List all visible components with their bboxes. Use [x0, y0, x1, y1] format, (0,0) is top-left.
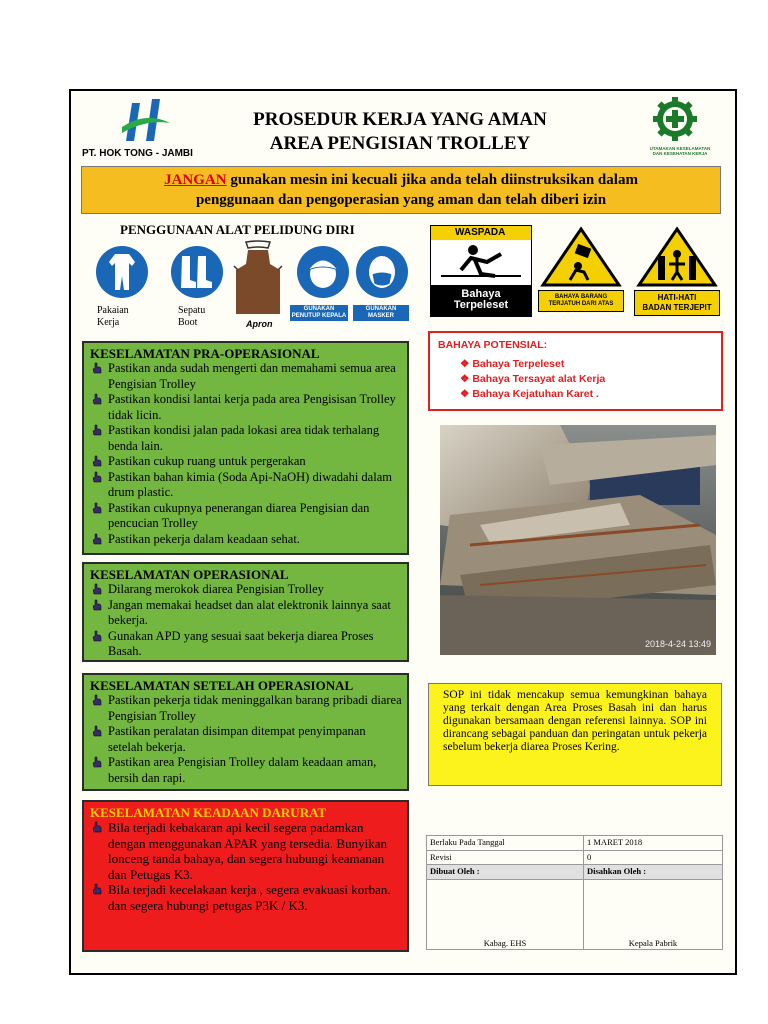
k3-gear-cross-icon [643, 94, 707, 144]
photo-timestamp: 2018-4-24 13:49 [645, 639, 712, 649]
warning-line2: penggunaan dan pengoperasian yang aman dan telah diberi izin [195, 192, 607, 208]
apd-label-mask: GUNAKAN MASKER [353, 305, 409, 321]
list-item: Pastikan bahan kimia (Soda Api-NaOH) diwadahi dalam drum plastic. [90, 470, 403, 501]
bullet-icon [92, 694, 102, 706]
potential-hazards-box [428, 331, 723, 411]
bullet-icon [92, 393, 102, 405]
apd-title: PENGGUNAAN ALAT PELIDUNG DIRI [120, 222, 355, 237]
coverall-icon [95, 244, 149, 300]
bullet-icon [92, 502, 102, 514]
list-item: Pastikan kondisi lantai kerja pada area Pengisisan Trolley tidak licin. [90, 392, 403, 423]
list-item: Dilarang merokok diarea Pengisian Trolley [90, 582, 403, 598]
bullet-icon [92, 599, 102, 611]
company-logo [118, 97, 174, 149]
pre-operational-list [90, 361, 403, 547]
revisi-value: 0 [584, 850, 723, 865]
list-item: Pastikan cukup ruang untuk pergerakan [90, 454, 403, 470]
post-operational-list [90, 693, 403, 786]
operational-box [82, 562, 409, 662]
list-item: Pastikan pekerja tidak meninggalkan barang pribadi diarea Pengisian Trolley [90, 693, 403, 724]
bullet-icon [92, 471, 102, 483]
bullet-icon [92, 883, 102, 895]
list-item: Jangan memakai headset dan alat elektronik lainnya saat bekerja. [90, 598, 403, 629]
page-title: PROSEDUR KERJA YANG AMAN AREA PENGISIAN TROLLEY [253, 109, 547, 154]
post-operational-box [82, 673, 409, 791]
apron-icon [230, 240, 286, 320]
bullet-icon [92, 533, 102, 545]
waspada-label: WASPADA [431, 226, 531, 240]
mask-icon [355, 244, 409, 300]
bullet-icon [92, 630, 102, 642]
slip-icon [431, 240, 531, 280]
approval-table [426, 835, 723, 950]
warning-prefix: JANGAN [164, 172, 227, 188]
machine-photo [440, 425, 716, 655]
list-item: Gunakan APD yang sesuai saat bekerja diarea Proses Basah. [90, 629, 403, 660]
list-item: Bila terjadi kecelakaan kerja , segera evakuasi korban. dan segera hubungi petugas P3K / K3. [90, 882, 403, 913]
post-operational-title: KESELAMATAN SETELAH OPERASIONAL [90, 678, 354, 693]
disahkan-label: Disahkan Oleh : [584, 865, 723, 880]
list-item: Pastikan peralatan disimpan ditempat penyimpanan setelah bekerja. [90, 724, 403, 755]
sop-note: SOP ini tidak mencakup semua kemungkinan bahaya yang terkait dengan Area Proses Basah ini dan harus digunakan bersamaan dengan referensi lainnya. SOP ini dirancang sebagai panduan dan peringatan untuk pekerja sebelum bekerja diarea Proses Kering. [428, 683, 722, 786]
operational-list [90, 582, 403, 660]
falling-object-icon [540, 226, 622, 288]
pinch-hazard-icon [636, 226, 718, 288]
list-item: Pastikan cukupnya penerangan diarea Pengisian dan pencucian Trolley [90, 501, 403, 532]
bullet-icon [92, 583, 102, 595]
slip-caption: Bahaya Terpeleset [431, 285, 531, 317]
boot-icon [170, 244, 224, 300]
pre-operational-box [82, 341, 409, 555]
potential-hazards-title: BAHAYA POTENSIAL: [438, 339, 548, 351]
list-item: Bila terjadi kebakaran api kecil segera padamkan dengan menggunakan APAR yang tersedia. Bunyikan lonceng tanda bahaya, dan segera hubungi keamanan dan Petugas K3. [90, 820, 403, 882]
revisi-label: Revisi [427, 850, 584, 865]
disahkan-name: Kepala Pabrik [584, 879, 723, 949]
bullet-icon [92, 756, 102, 768]
warning-banner [81, 166, 721, 214]
list-item: Pastikan pekerja dalam keadaan sehat. [90, 532, 403, 548]
apd-label-boot: Sepatu Boot [178, 305, 206, 328]
dibuat-name: Kabag. EHS [427, 879, 584, 949]
potential-hazard-item: ❖ Bahaya Terpeleset [460, 358, 565, 370]
apd-label-coverall: Pakaian Kerja [97, 305, 129, 328]
berlaku-value: 1 MARET 2018 [584, 836, 723, 851]
k3-label: UTAMAKAN KESELAMATAN DAN KESEHATAN KERJA [649, 146, 711, 156]
company-name: PT. HOK TONG - JAMBI [82, 148, 193, 159]
slip-warning-sign [430, 225, 532, 317]
emergency-box [82, 800, 409, 952]
apd-label-head-cover: GUNAKAN PENUTUP KEPALA [291, 306, 347, 319]
pre-operational-title: KESELAMATAN PRA-OPERASIONAL [90, 346, 320, 361]
bullet-icon [92, 362, 102, 374]
bullet-icon [92, 821, 102, 833]
bullet-icon [92, 424, 102, 436]
head-cover-icon [296, 244, 350, 300]
emergency-list [90, 820, 403, 913]
warning-line1: gunakan mesin ini kecuali jika anda telah diinstruksikan dalam [226, 172, 638, 188]
apd-label-apron: Apron [246, 319, 273, 329]
falling-object-caption: BAHAYA BARANG TERJATUH DARI ATAS [538, 290, 624, 312]
list-item: Pastikan anda sudah mengerti dan memahami semua area Pengisian Trolley [90, 361, 403, 392]
emergency-title: KESELAMATAN KEADAAN DARURAT [90, 805, 327, 820]
bullet-icon [92, 455, 102, 467]
pinch-hazard-caption: HATI-HATI BADAN TERJEPIT [634, 290, 720, 316]
operational-title: KESELAMATAN OPERASIONAL [90, 567, 289, 582]
dibuat-label: Dibuat Oleh : [427, 865, 584, 880]
bullet-icon [92, 725, 102, 737]
potential-hazard-item: ❖ Bahaya Kejatuhan Karet . [460, 388, 599, 400]
berlaku-label: Berlaku Pada Tanggal [427, 836, 584, 851]
list-item: Pastikan kondisi jalan pada lokasi area tidak terhalang benda lain. [90, 423, 403, 454]
list-item: Pastikan area Pengisian Trolley dalam keadaan aman, bersih dan rapi. [90, 755, 403, 786]
potential-hazard-item: ❖ Bahaya Tersayat alat Kerja [460, 373, 606, 385]
